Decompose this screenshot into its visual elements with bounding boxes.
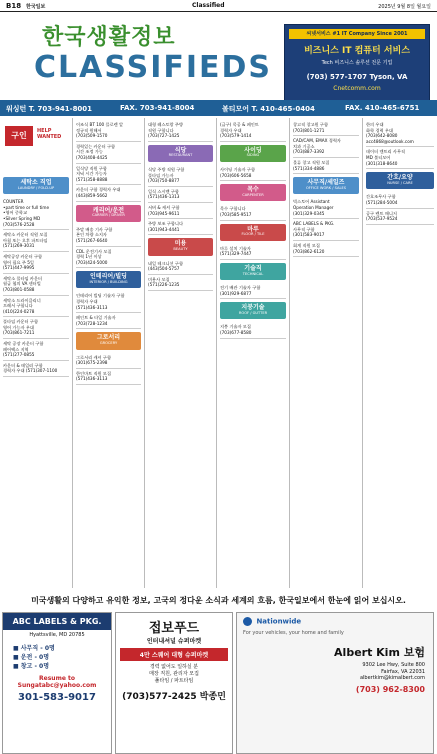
- ad-headline: 비즈니스 IT 컴퓨터 서비스: [304, 46, 410, 56]
- newspaper-logo: 한국일보: [26, 4, 46, 10]
- category-restaurant: 식당 RESTAURANT: [148, 145, 213, 162]
- ad-details: 경력 없어도 일하실 분 매장 직원, 관리자 모집 풀타임 / 파트타임: [149, 664, 199, 684]
- ad-subline: Tech 비즈니스 솔루션 전문 기업: [321, 60, 393, 66]
- list-item: 식당 주방 직원 구함 풀타임 가능자 (703)750-8877: [148, 165, 213, 187]
- dc-fax: FAX. 703-941-8004: [120, 104, 195, 112]
- md-fax: FAX. 410-465-6751: [345, 104, 420, 112]
- ad-title: 접보푸드: [148, 621, 200, 636]
- list-item: 대형 레스토랑 주방 직원 구합니다 (703)727-1425: [148, 120, 213, 142]
- list-item: 페인트 & 타일 기술자 (703)728-1234: [76, 313, 141, 329]
- list-item: 세탁소 풀타임 카운터 월급 협의 VA 센터빌 (703)801-0588: [3, 274, 69, 296]
- list-item: 인테리어 빌딩 기술자 구함 경력자 우대 (571)436-3113: [76, 291, 141, 313]
- list-item: 일식 스시맨 구함 (571)436-1313: [148, 187, 213, 203]
- column-4: [217, 118, 290, 588]
- list-item: 미용사 모집 (571)226-1235: [148, 275, 213, 291]
- agent-address: 9302 Lee Hwy, Suite 800 Fairfax, VA 22031: [362, 662, 425, 675]
- category-floor: 마루 FLOOR / TILE: [220, 224, 286, 241]
- masthead: [0, 14, 437, 98]
- list-item: 일식당 직원 구함 저녁 시간 가능자 (571)358-8888: [76, 164, 141, 186]
- agent-phone: (703) 962-8300: [355, 684, 425, 694]
- ad-phone: 301-583-9017: [18, 692, 96, 703]
- list-item: 마루 설치 기술자 (571)329-7447: [220, 244, 286, 260]
- column-3: [145, 118, 217, 588]
- list-item: 사이딩 기술자 구함 (703)606-5658: [220, 165, 286, 181]
- list-item: 빅스토어 Assistant Operation Manager (301)329-0345: [293, 197, 359, 219]
- english-title: CLASSIFIEDS: [34, 50, 273, 85]
- classified-grid: [0, 118, 437, 588]
- list-item: 물류 창고 직원 모집 (571)334-4886: [293, 158, 359, 174]
- category-laundry: 세탁소 직업 LAUNDRY / FOLD-UP: [3, 177, 69, 194]
- issue-date: 2025년 9월 8일 월요일: [378, 4, 431, 10]
- category-roof: 지붕기술 ROOF / GUTTER: [220, 302, 286, 319]
- list-item: ■ 사무직 - 0명: [13, 645, 55, 652]
- ad-headline: ABC LABELS & PKG.: [3, 613, 111, 630]
- list-item: 한의 우대 화학 경력 우대 (703)642-8080 acc4868@outlook.com: [366, 120, 434, 147]
- ad-top-strip: 씨넷서비스 #1 IT Company Since 2001: [289, 29, 425, 39]
- abc-labels-ad[interactable]: [2, 612, 112, 754]
- column-5: [290, 118, 363, 588]
- list-item: 경력있는 카운터 구함 시간 조정 가능 (703)408-4425: [76, 142, 141, 164]
- list-item: 한인마트 직원 모집 (571)436-3113: [76, 369, 141, 385]
- column-2: [73, 118, 145, 588]
- help-wanted-sign: 구인: [5, 126, 33, 146]
- list-item: 세탁소 드라이클리너 프레서 구합니다 (410)224-0278: [3, 296, 69, 318]
- nationwide-brand: Nationwide: [237, 613, 433, 630]
- masthead-ad[interactable]: [284, 24, 430, 102]
- resume-label: Resume to: [39, 675, 75, 682]
- list-item: (급구) 목공 & 페인트 경력자 우대 (703)579-1414: [220, 120, 286, 142]
- list-item: ■ 운전 - 0명: [13, 654, 49, 661]
- korean-title: 한국생활정보: [42, 25, 176, 50]
- list-item: COUNTER •part time or full time •영어 중학교 •Silver Spring MD (703)576-2528: [3, 197, 69, 230]
- category-interior: 인테리어/빌딩 INTERIOR / BUILDING: [76, 271, 141, 288]
- list-item: 간호조무사 구함 (571)284-5004: [366, 192, 434, 208]
- md-phone: 볼티모어 T. 410-465-0404: [222, 105, 315, 113]
- list-item: 데이터 엔트리 사무직 MD 볼티모어 (301)318-8640: [366, 147, 434, 169]
- ad-tagline: For your vehicles, your home and family: [243, 630, 344, 636]
- ad-red-banner: 4만 스퀘어 대형 슈퍼마켓: [120, 648, 228, 661]
- jumbo-food-ad[interactable]: [115, 612, 233, 754]
- promo-banner: 미국생활의 다양하고 유익한 정보, 고국의 정다운 소식과 세계의 흐름, 한국일보에서 한눈에 읽어 보십시오.: [31, 596, 406, 605]
- dc-phone: 워싱턴 T. 703-941-8001: [6, 105, 93, 113]
- top-bar: [0, 0, 437, 12]
- list-item: 풀타임 카운터 구함 영어 가능자 우대 (703)861-7211: [3, 317, 69, 339]
- category-beauty: 미용 BEAUTY: [148, 238, 213, 255]
- list-item: 창고직 창고원 구함 (703)801-1271: [293, 120, 359, 136]
- category-office-sales: 사무직/세일즈 OFFICE WORK / SALES: [293, 177, 359, 194]
- category-nurse-care: 간호/요양 NURSE / CARE: [366, 172, 434, 189]
- list-item: 세탁 공장 카운터 구함 페어팩스 지역 (571)277-0855: [3, 339, 69, 361]
- list-item: 이조식 BT 100 플로렌 앞 정규직 원해서 (703)509-1570: [76, 120, 141, 142]
- list-item: 공구 렌트 매니저 (703)537-9524: [366, 209, 434, 225]
- list-item: 주말 배송 기사 구함 본인 차량 소지자 (571)267-6640: [76, 225, 141, 247]
- list-item: 지붕 기술자 모집 (703)677-8580: [220, 322, 286, 338]
- list-item: 그로서리 캐셔 구함 (301)675-2398: [76, 353, 141, 369]
- list-item: 목수 구합니다 (703)585-9517: [220, 204, 286, 220]
- column-1: [0, 118, 73, 588]
- list-item: 네일 테크니션 구함 (443)504-5757: [148, 259, 213, 275]
- list-item: 서버 & 캐셔 구함 (703)945-9611: [148, 203, 213, 219]
- list-item: ■ 창고 - 0명: [13, 663, 49, 670]
- category-siding: 사이딩 SIDING: [220, 145, 286, 162]
- contact-bar: [0, 100, 437, 116]
- category-technical: 기술직 TECHNICAL: [220, 263, 286, 280]
- list-item: 회계 직원 모집 (703)862-6120: [293, 241, 359, 257]
- list-item: ABC LABELS & PKG. 사무직 구함 (301)583-9017: [293, 219, 359, 241]
- job-list: [3, 640, 111, 675]
- page-number: B18: [6, 2, 22, 10]
- list-item: 세탁공장 카운터 구함 영어 필요 주 5일 (571)447-9995: [3, 252, 69, 274]
- help-wanted-graphic: [3, 120, 69, 174]
- list-item: CDL 운전기사 모집 경력 1년 이상 (703)424-5000: [76, 247, 141, 269]
- ad-phone: (703)577-2425 박종민: [122, 692, 226, 702]
- ad-address: Hyattsville, MD 20785: [29, 632, 85, 638]
- agent-email[interactable]: albertkim@kimalbert.com: [359, 675, 425, 681]
- nationwide-ad[interactable]: [236, 612, 434, 754]
- list-item: 주방 보조 구합니다 (301)943-4441: [148, 219, 213, 235]
- ad-subtitle: 인터내셔널 슈퍼마켓: [146, 638, 202, 645]
- column-6: [363, 118, 437, 588]
- list-item: 카운터 & 테일러 구함 경력자 우대 (571)307-1100: [3, 361, 69, 377]
- category-carrier: 캐리어/운전 CARRIER / DRIVER: [76, 205, 141, 222]
- ad-phone: (703) 577-1707 Tyson, VA: [306, 73, 408, 81]
- help-wanted-text: HELP WANTED: [37, 128, 62, 140]
- bottom-ads: [0, 612, 437, 754]
- agent-name: Albert Kim 보험: [334, 646, 425, 659]
- list-item: 카운터 구함 경력자 우대 (443)859-5662: [76, 185, 141, 201]
- category-carpenter: 목수 CARPENTER: [220, 184, 286, 201]
- resume-email[interactable]: Sungatabc@yahoo.com: [17, 682, 97, 689]
- category-grocery: 그로서리 GROCERY: [76, 332, 141, 349]
- list-item: 전기 배관 기술자 구함 (301)929-6877: [220, 283, 286, 299]
- list-item: CAD/CAM, EMAX 경력자 치과 기공소 (703)887-3392: [293, 136, 359, 158]
- list-item: 세탁소 카운터 직원 모집 아침 또는 오후 파트타임 (571)269-3031: [3, 230, 69, 252]
- section-title: Classified: [192, 2, 225, 9]
- nationwide-logo-icon: [243, 617, 252, 626]
- ad-website[interactable]: Cnetcomm.com: [333, 85, 381, 92]
